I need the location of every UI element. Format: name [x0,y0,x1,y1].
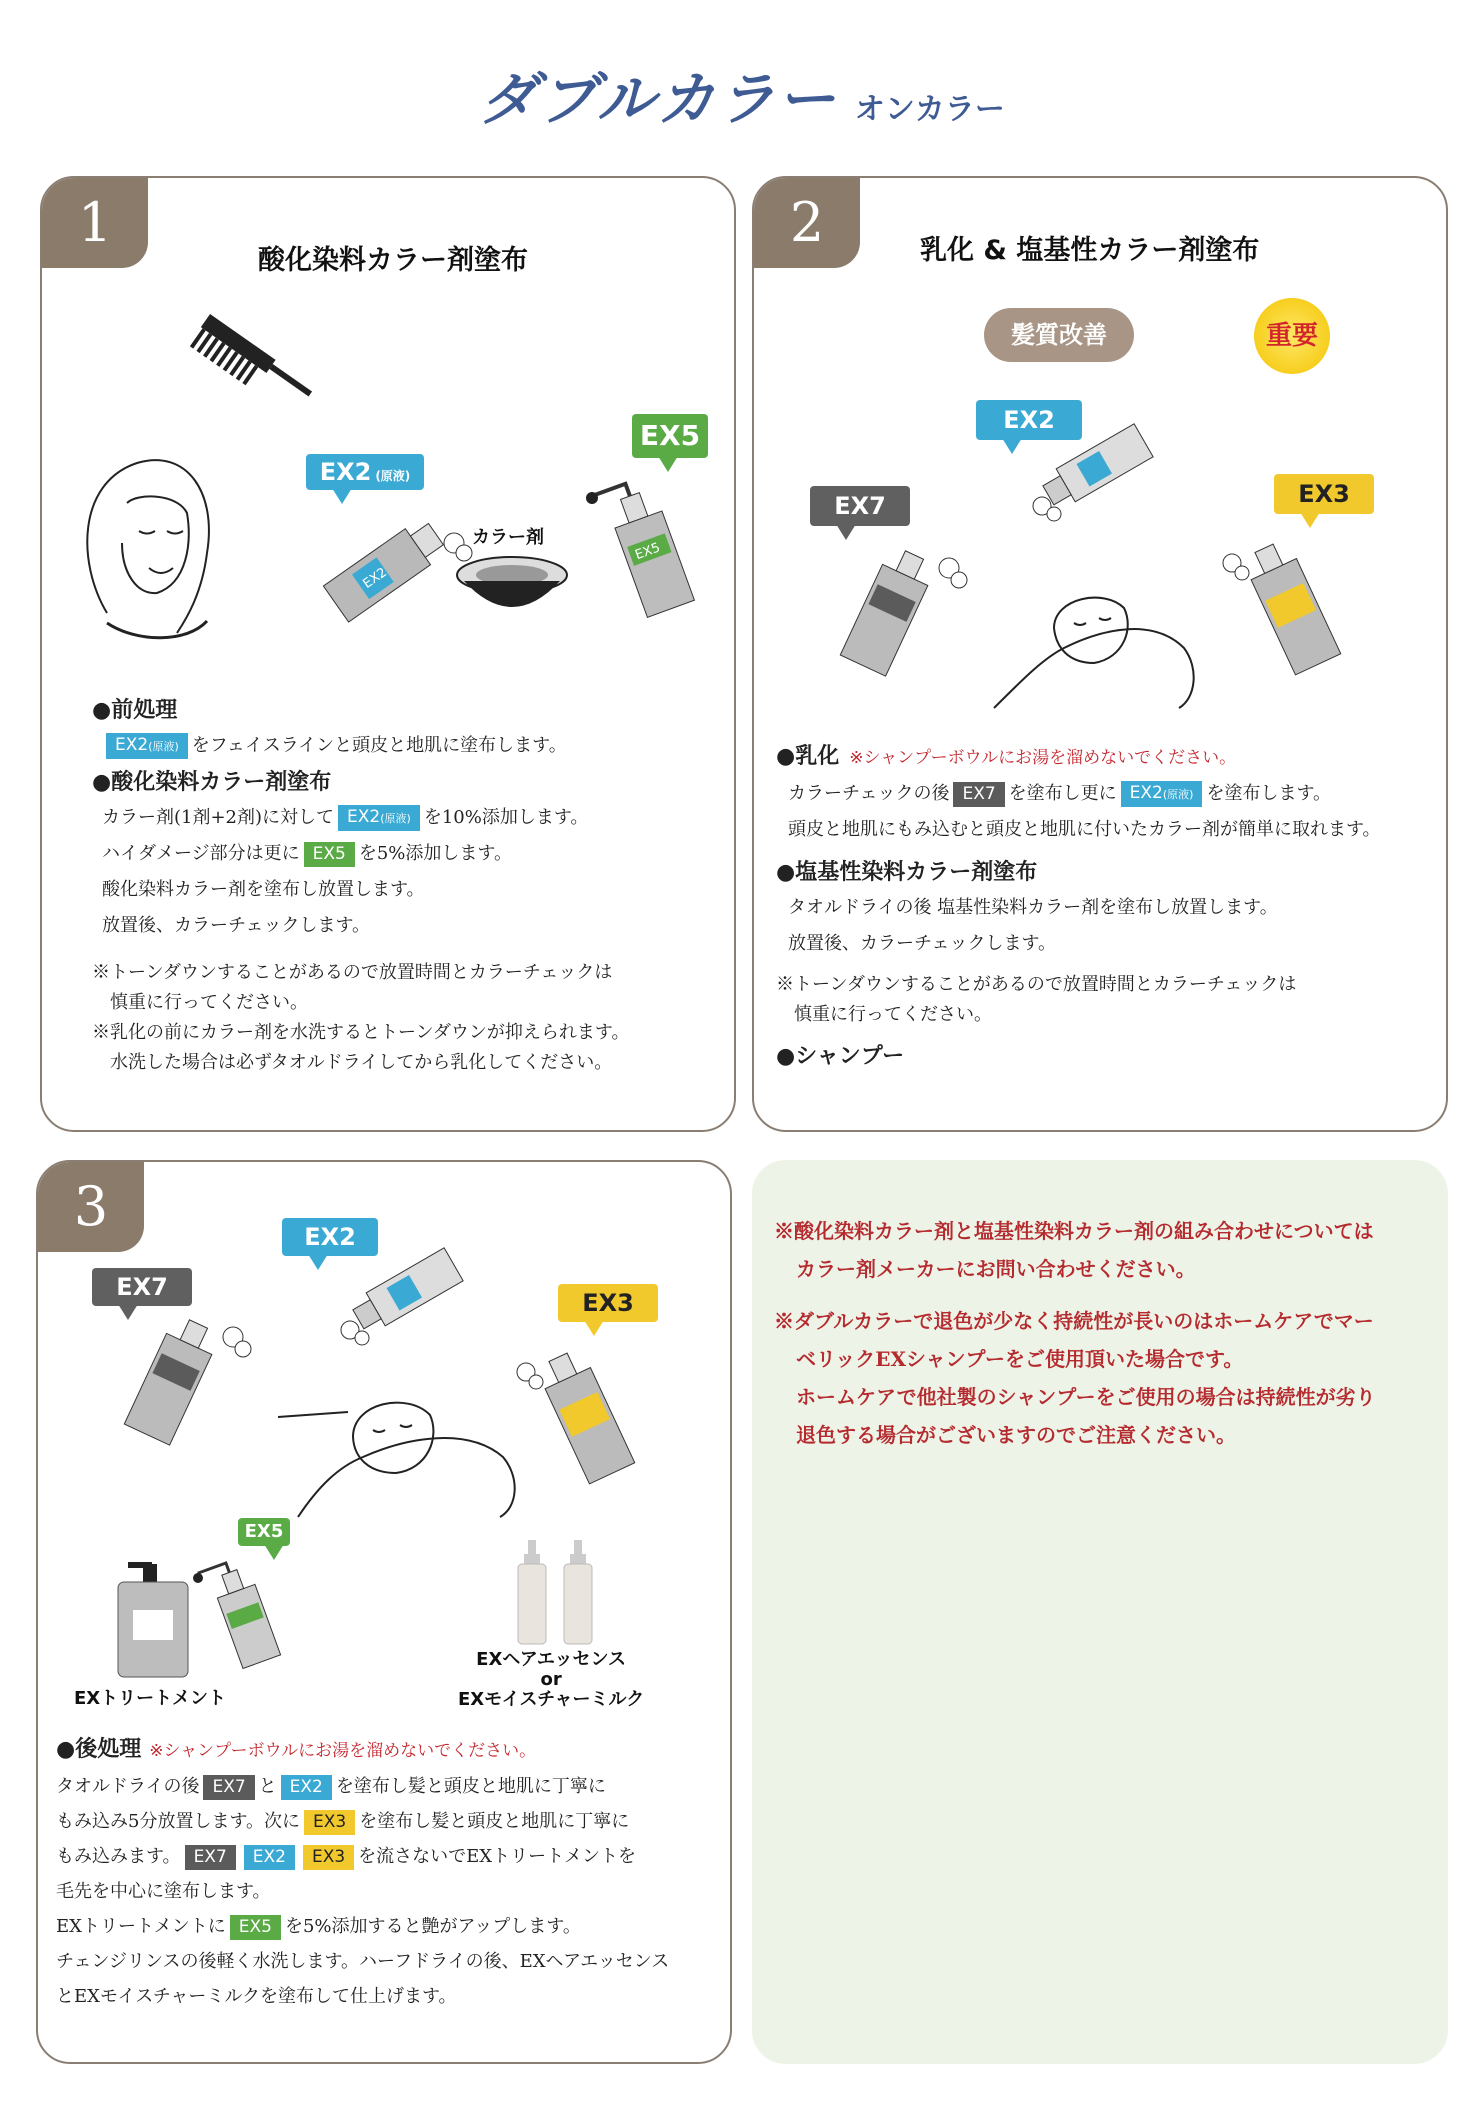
ex5-pump-bottle-illustration [188,1550,298,1670]
note-tone-down: ※トーンダウンすることがあるので放置時間とカラーチェックは [776,974,1297,995]
ex2-bottle-illustration [1024,418,1174,528]
badge-important: 重要 [1254,298,1330,374]
ex5-tag: EX5 [230,1915,281,1940]
warning-text: ※シャンプーボウルにお湯を溜めないでください。 [149,1741,537,1761]
callout-ex3: EX3 [558,1284,658,1322]
shampoo-heading: ●シャンプー [776,1043,905,1069]
panel-step-2 [752,176,1448,1132]
emulsify-heading: ●乳化 [776,743,840,769]
ex2-tag: EX2(原液) [1121,781,1203,807]
ex2-tag: EX2 [244,1845,295,1870]
ex7-tag: EX7 [203,1775,254,1800]
panel-title: 乳化 & 塩基性カラー剤塗布 [920,235,1260,266]
notes-panel [752,1160,1448,2064]
panel1-instructions: ●前処理 EX2(原液) をフェイスラインと頭皮と地肌に塗布します。 ●酸化染料カラー剤塗布 カラー剤(1剤+2剤)に対して EX2(原液) を10%添加します。 ハイダメージ部分は更に EX5 を5%添加します。 酸化染料カラー剤を塗布し放置します。 放置後、カラーチェックします。 ※トーンダウンすることがあるので放置時間とカラーチェックは 慎重に行ってください。 ※乳化の前にカラー剤を水洗するとトーンダウンが抑えられます。 水洗した場合は必ずタオルドライしてから乳化してください。 [92,692,629,1078]
ex2-tag: EX2 [281,1775,332,1800]
reclining-client-illustration [984,558,1204,718]
post-heading: ●後処理 [56,1736,142,1762]
woman-face-illustration [67,443,227,643]
panel2-instructions: ●乳化 ※シャンプーボウルにお湯を溜めないでください。 カラーチェックの後 EX7 を塗布し更に EX2(原液) を塗布します。 頭皮と地肌にもみ込むと頭皮と地肌に付いたカラー剤が簡単に取れます。 ●塩基性染料カラー剤塗布 タオルドライの後 塩基性染料カラー剤を塗布し放置します。 放置後、カラーチェックします。 ※トーンダウンすることがあるので放置時間とカラーチェックは 慎重に行ってください。 ●シャンプー [776,738,1381,1074]
step-number: 2 [754,178,860,268]
ex3-bottle-illustration [1214,523,1354,683]
panel-step-3 [36,1160,732,2064]
callout-ex7: EX7 [92,1268,192,1306]
color-bowl-icon [452,553,572,623]
callout-ex3: EX3 [1274,474,1374,514]
callout-ex5: EX5 [632,414,708,458]
basic-dye-heading: ●塩基性染料カラー剤塗布 [776,859,1038,885]
svg-text:EX5: EX5 [633,540,663,564]
note-tone-down: ※トーンダウンすることがあるので放置時間とカラーチェックは [92,962,613,983]
ex5-pump-bottle-illustration [582,468,712,618]
note-rinse: ※乳化の前にカラー剤を水洗するとトーンダウンが抑えられます。 [92,1022,630,1043]
callout-ex7: EX7 [810,486,910,526]
panel3-instructions: ●後処理 ※シャンプーボウルにお湯を溜めないでください。 タオルドライの後 EX7 と EX2 を塗布し髪と頭皮と地肌に丁寧に もみ込み5分放置します。次に EX3 を塗布し髪と頭皮と地肌に丁寧に もみ込みます。 EX7 EX2 EX3 を流さないでEXトリートメントを 毛先を中心に塗布します。 EXトリートメントに EX5 を5%添加すると艶がアップします。 チェンジリンスの後軽く水洗します。ハーフドライの後、EXヘアエッセンス とEXモイスチャーミルクを塗布して仕上げます。 [56,1736,670,2007]
pre-heading: ●前処理 [92,697,178,723]
ex7-bottle-illustration [118,1307,258,1457]
ex5-tag: EX5 [304,842,355,867]
ex2-tag: EX2(原液) [106,733,188,759]
oxidation-heading: ●酸化染料カラー剤塗布 [92,769,332,795]
bowl-label: カラー剤 [472,527,544,548]
badge-hair-quality: 髪質改善 [984,308,1134,362]
svg-text:EX2: EX2 [360,565,390,592]
step-number: 1 [42,178,148,268]
ex7-tag: EX7 [953,782,1004,807]
treatment-label: EXトリートメント [74,1688,226,1709]
callout-ex2: EX2 (原液) [306,454,424,490]
essence-bottles-illustration [508,1538,608,1648]
ex3-tag: EX3 [303,1845,354,1870]
note-manufacturer: ※酸化染料カラー剤と塩基性染料カラー剤の組み合わせについては [774,1219,1374,1243]
step-number: 3 [38,1162,144,1252]
ex7-bottle-illustration [834,538,974,688]
note-shampoo: ※ダブルカラーで退色が少なく持続性が長いのはホームケアでマー [774,1309,1374,1333]
ex7-tag: EX7 [185,1845,236,1870]
ex3-bottle-illustration [508,1332,648,1492]
callout-ex2: EX2 [976,400,1082,440]
ex2-bottle-illustration [304,503,474,633]
panel-title: 酸化染料カラー剤塗布 [258,245,528,276]
essence-label: EXヘアエッセンス or EXモイスチャーミルク [458,1649,645,1710]
ex2-bottle-illustration [334,1242,484,1352]
notes-text: ※酸化染料カラー剤と塩基性染料カラー剤の組み合わせについては カラー剤メーカーにお問い合わせください。 ※ダブルカラーで退色が少なく持続性が長いのはホームケアでマー ベリックEXシャンプーをご使用頂いた場合です。 ホームケアで他社製のシャンプーをご使用の場合は持続性が劣り 退色する場合がございますのでご注意ください。 [774,1219,1376,1447]
title-main: ダブルカラー [479,65,837,133]
ex3-tag: EX3 [304,1810,355,1835]
comb-icon [172,313,312,443]
page-title [0,52,1484,136]
panel-step-1 [40,176,736,1132]
treatment-pump-pack-illustration [108,1560,198,1680]
callout-ex2: EX2 [282,1218,378,1256]
reclining-client-illustration [268,1367,528,1527]
warning-text: ※シャンプーボウルにお湯を溜めないでください。 [849,748,1237,768]
callout-ex5: EX5 [238,1518,290,1546]
ex2-tag: EX2(原液) [338,805,420,831]
title-sub: オンカラー [854,92,1005,127]
